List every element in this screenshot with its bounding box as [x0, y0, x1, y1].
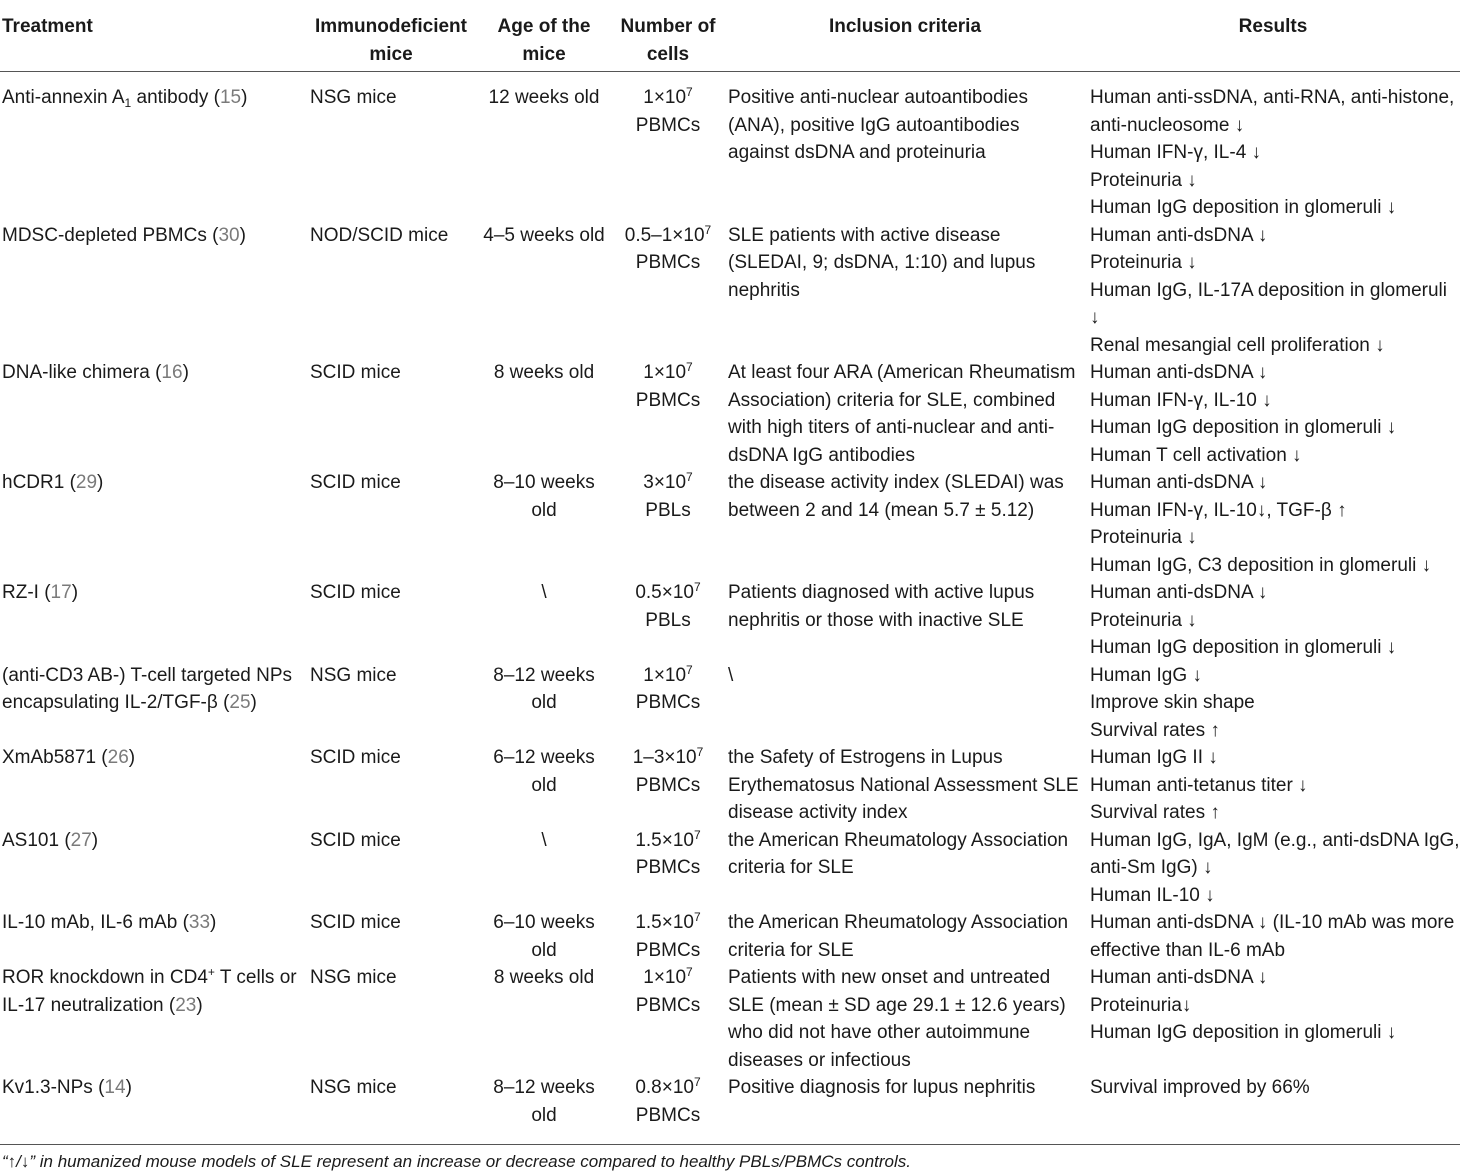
cells-cell: [612, 744, 724, 827]
treatment-text: RZ-I (: [2, 582, 51, 603]
reference-number: 25: [229, 692, 251, 713]
mice-cell: NSG mice: [310, 664, 397, 686]
cells-cell: [612, 964, 724, 1074]
cells-count: 1×10: [643, 362, 687, 383]
result-item: Improve skin shape: [1090, 692, 1255, 713]
treatment-text-cont: antibody (: [131, 87, 220, 108]
table-row: [0, 827, 1460, 910]
cells-exponent: 7: [693, 580, 701, 594]
reference-number: 17: [50, 582, 72, 603]
cells-exponent: 7: [693, 1075, 701, 1089]
result-item: Human anti-ssDNA, anti-RNA, anti-histone, anti-nucleosome ↓: [1090, 87, 1455, 136]
cells-exponent: 7: [686, 470, 693, 484]
cells-count: 1–3×10: [632, 747, 697, 768]
age-cell: 8–10 weeks old: [493, 472, 595, 521]
reference-number: 23: [175, 994, 197, 1016]
mice-cell: NSG mice: [310, 87, 397, 108]
age-cell: 8–12 weeks old: [493, 1077, 595, 1126]
result-item: Human anti-dsDNA ↓: [1090, 967, 1268, 988]
results-cell: [1086, 964, 1460, 1074]
treatment-text-end: ): [97, 472, 104, 493]
result-item: Survival rates ↑: [1090, 719, 1220, 741]
treatment-cell: [0, 359, 306, 469]
cells-count: 1×10: [643, 87, 687, 108]
cells-type: PBMCs: [635, 692, 701, 713]
result-item: Survival improved by 66%: [1090, 1077, 1310, 1098]
reference-number: 33: [188, 912, 211, 933]
cells-exponent: 7: [693, 910, 701, 924]
treatment-text: MDSC-depleted PBMCs (: [2, 224, 219, 246]
reference-number: 15: [219, 87, 242, 108]
mice-cell: SCID mice: [310, 829, 401, 851]
result-item: Proteinuria↓: [1090, 994, 1192, 1016]
cells-cell: [612, 72, 724, 222]
reference-number: 26: [107, 747, 129, 768]
result-item: Human IgG deposition in glomeruli ↓: [1090, 197, 1397, 218]
cells-exponent: 7: [686, 965, 693, 979]
result-item: Human anti-dsDNA ↓: [1090, 582, 1268, 603]
treatment-text-end: ): [241, 87, 248, 108]
result-item: Human IgG deposition in glomeruli ↓: [1090, 637, 1397, 658]
header-number-of-cells: Number of cells: [620, 16, 716, 65]
criteria-cell: Patients diagnosed with active lupus nephritis or those with inactive SLE: [728, 582, 1035, 631]
results-cell: [1086, 469, 1460, 579]
age-cell: 6–12 weeks old: [493, 747, 595, 796]
cells-cell: [612, 909, 724, 964]
table-row: [0, 964, 1460, 1074]
criteria-cell: Positive diagnosis for lupus nephritis: [728, 1077, 1036, 1098]
table-row: [0, 469, 1460, 579]
mice-cell: SCID mice: [310, 747, 401, 768]
treatment-text: (anti-CD3 AB-) T-cell targeted NPs encapsulating IL-2/TGF-β (: [2, 664, 293, 713]
treatment-text-end: ): [196, 994, 203, 1016]
table-row: [0, 909, 1460, 964]
criteria-cell: the Safety of Estrogens in Lupus Erythematosus National Assessment SLE disease activity index: [728, 747, 1079, 823]
treatment-text-end: ): [91, 829, 99, 851]
mice-cell: SCID mice: [310, 472, 401, 493]
result-item: Human IgG II ↓: [1090, 747, 1218, 768]
results-cell: [1086, 1074, 1460, 1129]
treatment-text: DNA-like chimera (: [2, 362, 162, 383]
treatment-text: Anti-annexin A: [2, 87, 125, 108]
cells-type: PBMCs: [635, 774, 701, 796]
treatment-cell: [0, 827, 306, 910]
table-body: [0, 72, 1460, 1130]
mice-cell: NOD/SCID mice: [310, 224, 449, 246]
cells-exponent: 7: [696, 745, 704, 759]
treatment-cell: [0, 469, 306, 579]
table-row: [0, 1074, 1460, 1129]
cells-type: PBMCs: [635, 994, 701, 1016]
cells-cell: [612, 827, 724, 910]
result-item: Human T cell activation ↓: [1090, 444, 1302, 466]
result-item: Human IgG, C3 deposition in glomeruli ↓: [1090, 554, 1432, 576]
result-item: Human anti-tetanus titer ↓: [1090, 774, 1308, 796]
table-footnote: “↑/↓” in humanized mouse models of SLE represent an increase or decrease compared to healthy PBLs/PBMCs controls.: [2, 1152, 911, 1171]
cells-exponent: 7: [704, 222, 712, 237]
age-cell: 12 weeks old: [488, 87, 600, 108]
treatment-text-cont: T cells or IL-17 neutralization (: [2, 967, 297, 1016]
criteria-cell: the American Rheumatology Association criteria for SLE: [728, 912, 1069, 961]
treatment-text-end: ): [125, 1077, 132, 1098]
treatment-cell: [0, 744, 306, 827]
treatment-cell: [0, 222, 306, 360]
reference-number: 27: [70, 829, 92, 851]
results-cell: [1086, 222, 1460, 360]
criteria-cell: the American Rheumatology Association criteria for SLE: [728, 829, 1069, 878]
age-cell: \: [541, 829, 547, 851]
result-item: Human IFN-γ, IL-10 ↓: [1090, 389, 1272, 411]
criteria-cell: Patients with new onset and untreated SLE (mean ± SD age 29.1 ± 12.6 years) who did not have other autoimmune diseases or infectious: [728, 967, 1066, 1071]
result-item: Human IFN-γ, IL-10↓, TGF-β ↑: [1090, 499, 1347, 521]
cells-type: PBMCs: [635, 1104, 701, 1126]
criteria-cell: the disease activity index (SLEDAI) was between 2 and 14 (mean 5.7 ± 5.12): [728, 472, 1064, 521]
result-item: Renal mesangial cell proliferation ↓: [1090, 334, 1385, 356]
treatment-text-end: ): [71, 582, 79, 603]
cells-type: PBMCs: [635, 252, 701, 273]
cells-count: 1×10: [643, 664, 687, 686]
header-row: [0, 10, 1460, 72]
age-cell: 8 weeks old: [493, 362, 595, 383]
results-cell: [1086, 359, 1460, 469]
result-item: Human IgG deposition in glomeruli ↓: [1090, 417, 1397, 438]
cells-type: PBMCs: [635, 114, 701, 136]
treatment-text-end: ): [239, 224, 246, 246]
cells-type: PBLs: [645, 609, 691, 631]
treatment-text: AS101 (: [2, 829, 71, 851]
results-cell: [1086, 909, 1460, 964]
cells-type: PBMCs: [635, 857, 701, 878]
treatment-cell: [0, 662, 306, 745]
result-item: Human IgG ↓: [1090, 664, 1202, 686]
table-row: [0, 744, 1460, 827]
treatment-text: hCDR1 (: [2, 472, 76, 493]
treatment-text-end: ): [182, 362, 189, 383]
cells-type: PBMCs: [635, 939, 701, 961]
reference-number: 14: [104, 1077, 126, 1098]
result-item: Human IL-10 ↓: [1090, 884, 1215, 906]
cells-count: 0.5×10: [635, 582, 694, 603]
cells-cell: [612, 1074, 724, 1129]
cells-exponent: 7: [686, 85, 693, 99]
results-cell: [1086, 662, 1460, 745]
mice-cell: SCID mice: [310, 582, 401, 603]
table-row: [0, 222, 1460, 360]
age-cell: 4–5 weeks old: [483, 224, 605, 246]
age-cell: 6–10 weeks old: [493, 912, 595, 961]
result-item: Survival rates ↑: [1090, 802, 1220, 823]
result-item: Proteinuria ↓: [1090, 252, 1197, 273]
cells-count: 1×10: [643, 967, 687, 988]
table-row: [0, 72, 1460, 222]
cells-cell: [612, 579, 724, 662]
table-header: [0, 10, 1460, 72]
cells-count: 1.5×10: [635, 912, 694, 933]
mice-cell: NSG mice: [310, 967, 397, 988]
cells-cell: [612, 662, 724, 745]
cells-type: PBLs: [645, 499, 691, 521]
criteria-cell: At least four ARA (American Rheumatism Association) criteria for SLE, combined with high titers of anti-nuclear and anti-dsDNA IgG antibodies: [728, 362, 1076, 466]
treatment-text-end: ): [210, 912, 217, 933]
cells-count: 0.5–1×10: [624, 224, 705, 246]
treatment-subscript: 1: [124, 96, 132, 110]
results-cell: [1086, 579, 1460, 662]
result-item: Human IgG, IgA, IgM (e.g., anti-dsDNA IgG, anti-Sm IgG) ↓: [1090, 829, 1460, 878]
cells-cell: [612, 359, 724, 469]
table-row: [0, 359, 1460, 469]
result-item: Human anti-dsDNA ↓ (IL-10 mAb was more effective than IL-6 mAb: [1090, 912, 1455, 961]
results-cell: [1086, 827, 1460, 910]
age-cell: \: [541, 582, 547, 603]
mice-cell: NSG mice: [310, 1077, 397, 1098]
mice-cell: SCID mice: [310, 912, 401, 933]
age-cell: 8 weeks old: [493, 967, 595, 988]
cells-cell: [612, 222, 724, 360]
treatment-cell: [0, 1074, 306, 1129]
header-inclusion-criteria: Inclusion criteria: [828, 16, 982, 37]
result-item: Human anti-dsDNA ↓: [1090, 472, 1268, 493]
data-table: [0, 10, 1460, 1129]
cells-cell: [612, 469, 724, 579]
reference-number: 16: [161, 362, 183, 383]
treatment-cell: [0, 579, 306, 662]
treatment-text: Kv1.3-NPs (: [2, 1077, 105, 1098]
cells-type: PBMCs: [635, 389, 701, 411]
result-item: Human IgG deposition in glomeruli ↓: [1090, 1022, 1397, 1043]
treatment-text: XmAb5871 (: [2, 747, 108, 768]
result-item: Proteinuria ↓: [1090, 609, 1197, 631]
table-row: [0, 579, 1460, 662]
treatment-superscript: +: [207, 965, 215, 979]
criteria-cell: SLE patients with active disease (SLEDAI, 9; dsDNA, 1:10) and lupus nephritis: [728, 224, 1036, 301]
table-bottom-rule: [0, 1144, 1460, 1145]
treatment-cell: [0, 964, 306, 1074]
criteria-cell: \: [728, 664, 734, 686]
header-treatment: Treatment: [2, 16, 93, 37]
result-item: Human IFN-γ, IL-4 ↓: [1090, 142, 1262, 163]
result-item: Human anti-dsDNA ↓: [1090, 362, 1268, 383]
treatment-text-end: ): [250, 692, 257, 713]
result-item: Proteinuria ↓: [1090, 169, 1197, 191]
cells-exponent: 7: [693, 827, 701, 842]
result-item: Human IgG, IL-17A deposition in glomeruli ↓: [1090, 279, 1447, 328]
header-results: Results: [1238, 16, 1308, 37]
result-item: Human anti-dsDNA ↓: [1090, 224, 1268, 246]
header-age: Age of the mice: [497, 16, 591, 65]
treatment-cell: [0, 909, 306, 964]
treatment-text-end: ): [128, 747, 136, 768]
treatment-text: ROR knockdown in CD4: [2, 967, 208, 988]
cells-count: 0.8×10: [635, 1077, 694, 1098]
cells-count: 1.5×10: [635, 829, 694, 851]
cells-count: 3×10: [643, 472, 687, 493]
criteria-cell: Positive anti-nuclear autoantibodies (ANA), positive IgG autoantibodies against dsDNA and proteinuria: [728, 87, 1028, 163]
reference-number: 30: [218, 224, 240, 246]
age-cell: 8–12 weeks old: [493, 664, 595, 713]
cells-exponent: 7: [686, 360, 693, 374]
mice-cell: SCID mice: [310, 362, 401, 383]
results-cell: [1086, 72, 1460, 222]
cells-exponent: 7: [686, 662, 693, 677]
table-row: [0, 662, 1460, 745]
treatment-text: IL-10 mAb, IL-6 mAb (: [2, 912, 189, 933]
treatment-cell: [0, 72, 306, 222]
reference-number: 29: [75, 472, 98, 493]
result-item: Proteinuria ↓: [1090, 527, 1197, 548]
results-cell: [1086, 744, 1460, 827]
header-immunodeficient-mice: Immunodeficient mice: [314, 16, 467, 65]
